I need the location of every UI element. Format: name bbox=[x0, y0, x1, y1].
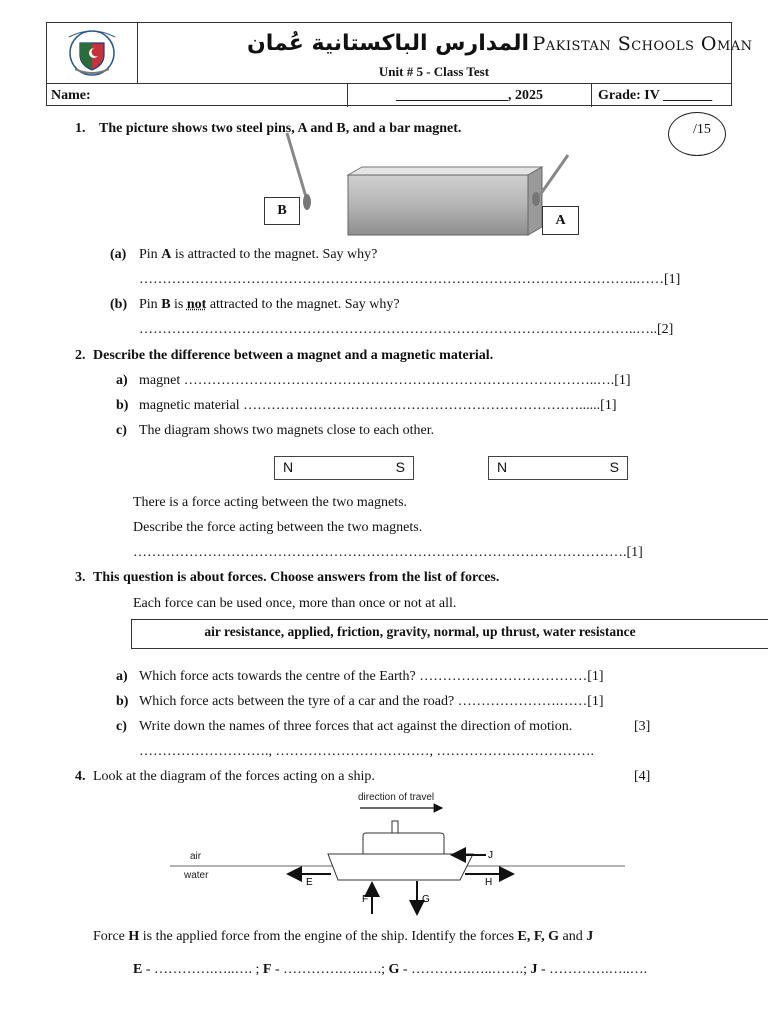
q2c-text: The diagram shows two magnets close to each other. bbox=[139, 423, 435, 438]
q1a-question: Pin A is attracted to the magnet. Say why? bbox=[139, 247, 378, 262]
q2b-line[interactable]: magnetic material ………………………………………………………………......[1] bbox=[139, 398, 617, 413]
label-e: E bbox=[306, 877, 313, 888]
label-h: H bbox=[485, 877, 493, 888]
magnet-2-north: N bbox=[497, 459, 508, 475]
q1a-marker: (a) bbox=[110, 247, 127, 262]
q3c-answer-line[interactable]: ………………………., ……………………………, ……………………………. bbox=[139, 744, 594, 759]
magnet-1-north: N bbox=[283, 459, 294, 475]
magnet-2-south: S bbox=[609, 459, 619, 475]
label-j: J bbox=[488, 850, 493, 861]
q3a-question[interactable]: Which force acts towards the centre of the Earth? ………………………………[1] bbox=[139, 669, 604, 684]
q3a-marker: a) bbox=[116, 669, 128, 684]
q4-instruction: Force H is the applied force from the engine of the ship. Identify the forces E, F, G and J bbox=[93, 929, 594, 944]
q3-number: 3. bbox=[75, 570, 86, 585]
magnet-2 bbox=[488, 456, 628, 480]
q2-describe-text: Describe the force acting between the two magnets. bbox=[133, 520, 423, 535]
q1-number: 1. bbox=[75, 121, 86, 136]
q3c-question: Write down the names of three forces that act against the direction of motion. bbox=[139, 719, 573, 734]
bar-magnet bbox=[348, 167, 542, 235]
header-info-row bbox=[47, 83, 731, 107]
q3b-question[interactable]: Which force acts between the tyre of a car and the road? ………………….……[1] bbox=[139, 694, 604, 709]
label-b-box: B bbox=[264, 197, 300, 225]
q2-force-text: There is a force acting between the two magnets. bbox=[133, 495, 408, 510]
q2-number: 2. bbox=[75, 348, 86, 363]
q2a-marker: a) bbox=[116, 373, 128, 388]
q4-text: Look at the diagram of the forces acting on a ship. bbox=[93, 769, 375, 784]
label-g: G bbox=[422, 894, 430, 905]
force-list-box: air resistance, applied, friction, gravity, normal, up thrust, water resistance bbox=[131, 619, 768, 649]
direction-label: direction of travel bbox=[358, 792, 435, 803]
magnet-1 bbox=[274, 456, 414, 480]
magnet-1-south: S bbox=[395, 459, 405, 475]
q2a-line[interactable]: magnet ……………………………………………………………………………..….[1] bbox=[139, 373, 631, 388]
school-logo bbox=[47, 23, 137, 83]
school-name: Pakistan Schools Oman bbox=[532, 33, 753, 55]
q3c-marker: c) bbox=[116, 719, 127, 734]
q3-text: This question is about forces. Choose answers from the list of forces. bbox=[93, 570, 500, 585]
q2c-marker: c) bbox=[116, 423, 127, 438]
q4-answer-line[interactable]: E - ………….…..…. ; F - ………….…..….; G - ………….…..…….; J - ………….…..…. bbox=[133, 962, 648, 977]
ship-forces-diagram bbox=[170, 786, 630, 916]
q2b-marker: b) bbox=[116, 398, 129, 413]
ship bbox=[328, 821, 473, 880]
q1b-answer-line[interactable]: ……………………………………………………………………………………………..…..[2] bbox=[139, 322, 674, 337]
school-logo-cell bbox=[47, 23, 138, 83]
score-text: /15 bbox=[693, 122, 711, 137]
q1a-answer-line[interactable]: ……………………………………………………………………………………………..……[1] bbox=[139, 272, 681, 287]
q3-note: Each force can be used once, more than once or not at all. bbox=[133, 596, 457, 611]
air-label: air bbox=[190, 851, 202, 862]
water-label: water bbox=[184, 870, 209, 881]
grade-field[interactable]: Grade: IV _______ bbox=[591, 84, 731, 107]
q4-number: 4. bbox=[75, 769, 86, 784]
name-label: Name: bbox=[51, 88, 91, 103]
header-title-cell bbox=[137, 23, 753, 83]
q1b-question: Pin B is not attracted to the magnet. Say why? bbox=[139, 297, 400, 312]
q3c-marks: [3] bbox=[634, 719, 651, 734]
score-oval bbox=[668, 112, 726, 156]
q4-marks: [4] bbox=[634, 769, 651, 784]
date-field[interactable]: ________________, 2025 bbox=[347, 84, 591, 107]
test-subtitle: Unit # 5 - Class Test bbox=[378, 64, 490, 79]
not-emphasis: not bbox=[186, 297, 207, 312]
q2-text: Describe the difference between a magnet and a magnetic material. bbox=[93, 348, 494, 363]
q1-text: The picture shows two steel pins, A and B, and a bar magnet. bbox=[99, 121, 462, 136]
label-f: F bbox=[362, 894, 369, 905]
q3b-marker: b) bbox=[116, 694, 129, 709]
q1b-marker: (b) bbox=[110, 297, 128, 312]
q2c-answer-line[interactable]: …………………………………………………………………………………………….[1] bbox=[133, 545, 643, 560]
header-table bbox=[46, 22, 753, 106]
label-a-box: A bbox=[542, 206, 579, 235]
school-name-urdu: المدارس الباکستانیة عُمان bbox=[247, 31, 530, 56]
